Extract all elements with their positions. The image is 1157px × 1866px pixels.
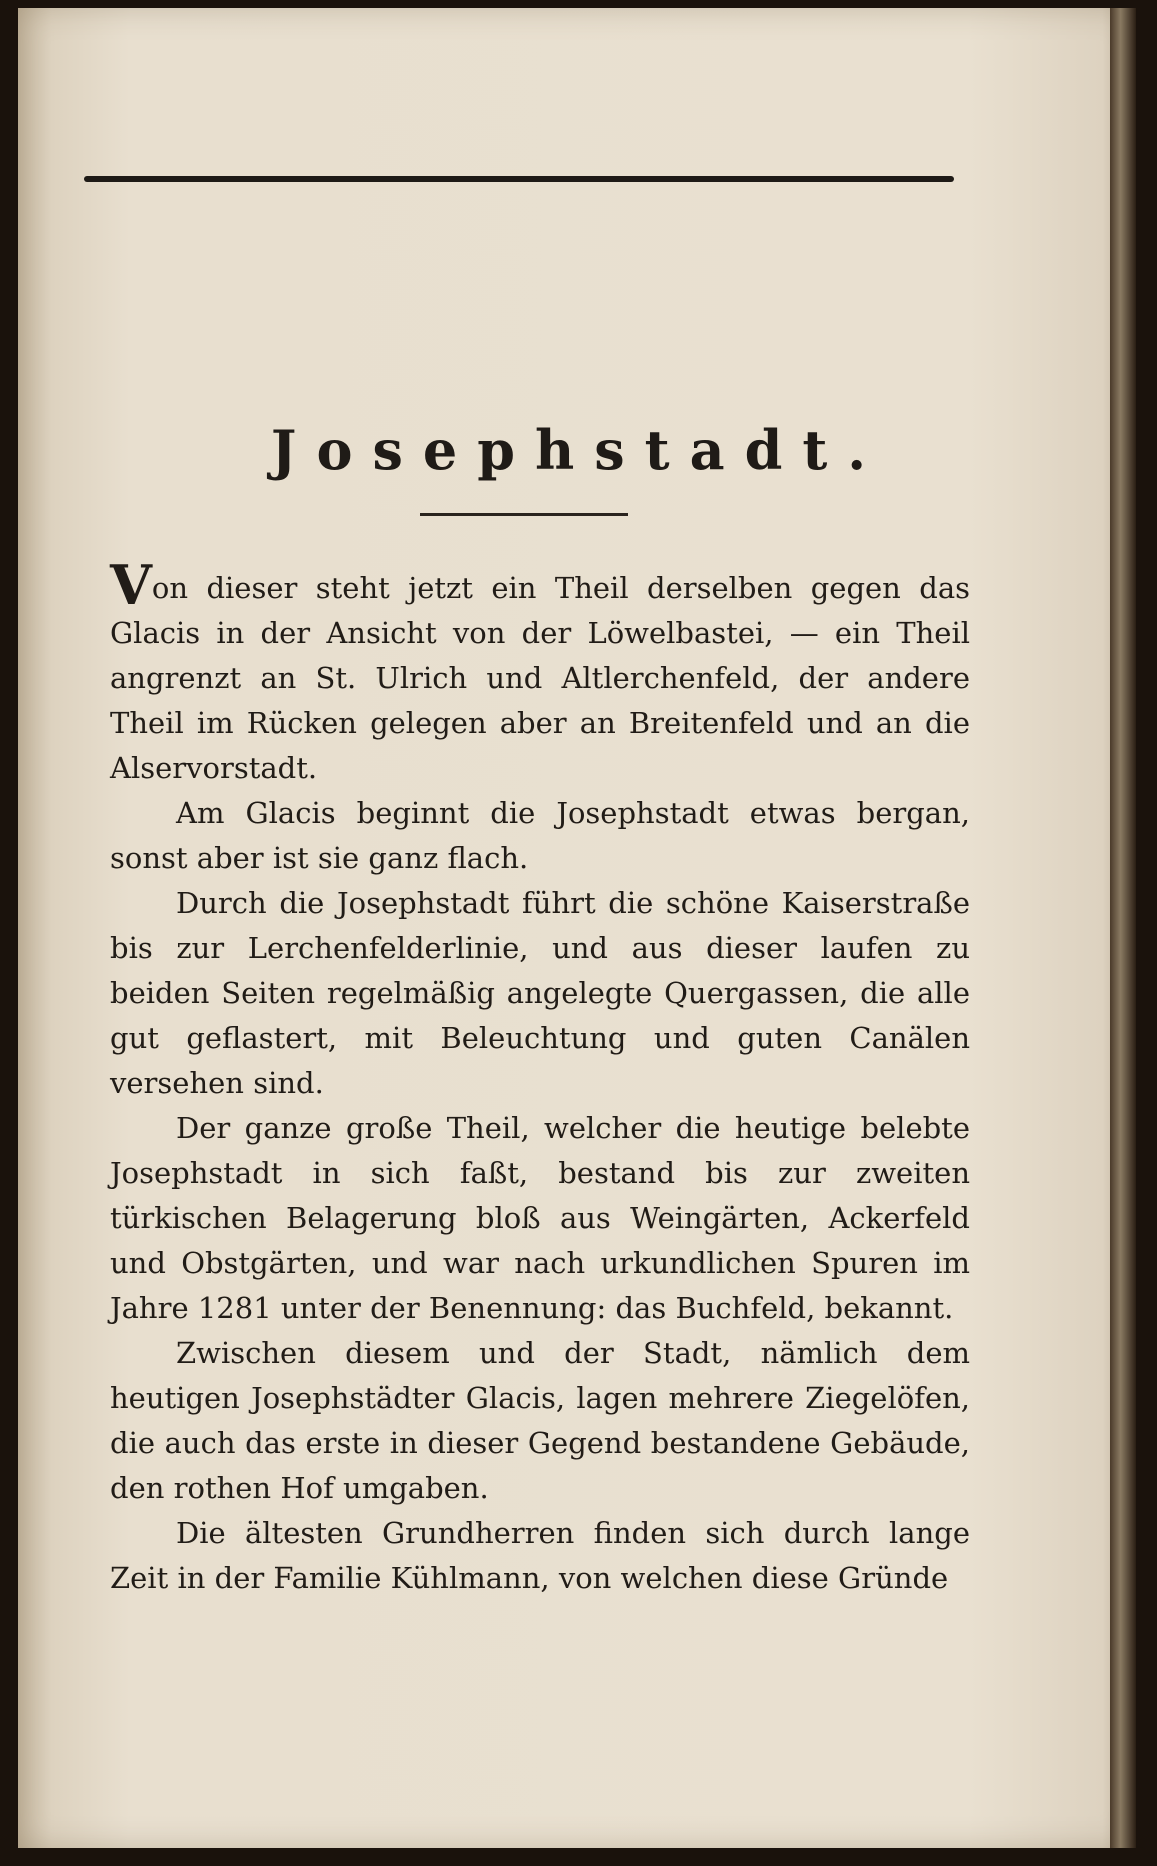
paragraph: Zwischen diesem und der Stadt, nämlich dem heutigen Josephstädter Glacis, lagen mehrere Ziegelöfen, die auch das erste in dieser Gegend bestandene Gebäude, den rothen Hof umgaben.	[110, 1336, 970, 1505]
paragraph: Am Glacis beginnt die Josephstadt etwas bergan, sonst aber ist sie ganz flach.	[110, 796, 970, 875]
paragraph: Durch die Josephstadt führt die schöne Kaiserstraße bis zur Lerchenfelderlinie, und aus dieser laufen zu beiden Seiten regelmäßig angelegte Quergassen, die alle gut geflastert, mit Beleuchtung und guten Canälen versehen sind.	[110, 886, 970, 1100]
paragraph-text: on dieser steht jetzt ein Theil derselben gegen das Glacis in der Ansicht von der Löwelbastei, — ein Theil angrenzt an St. Ulrich und Altlerchenfeld, der andere Theil im Rücken gelegen aber an Breitenfeld und an die Alservorstadt.	[110, 571, 970, 785]
drop-cap: V	[110, 553, 152, 617]
title-rule	[420, 513, 628, 516]
body-text	[110, 553, 970, 1601]
top-rule	[84, 176, 954, 182]
paragraph: Die ältesten Grundherren finden sich durch lange Zeit in der Familie Kühlmann, von welchen diese Gründe	[110, 1516, 970, 1595]
paragraph	[110, 553, 970, 791]
chapter-title: Josephstadt.	[270, 418, 887, 482]
paragraph: Der ganze große Theil, welcher die heutige belebte Josephstadt in sich faßt, bestand bis zur zweiten türkischen Belagerung bloß aus Weingärten, Ackerfeld und Obstgärten, und war nach urkundlichen Spuren im Jahre 1281 unter der Benennung: das Buchfeld, bekannt.	[110, 1111, 970, 1325]
page-edge	[1110, 8, 1136, 1848]
